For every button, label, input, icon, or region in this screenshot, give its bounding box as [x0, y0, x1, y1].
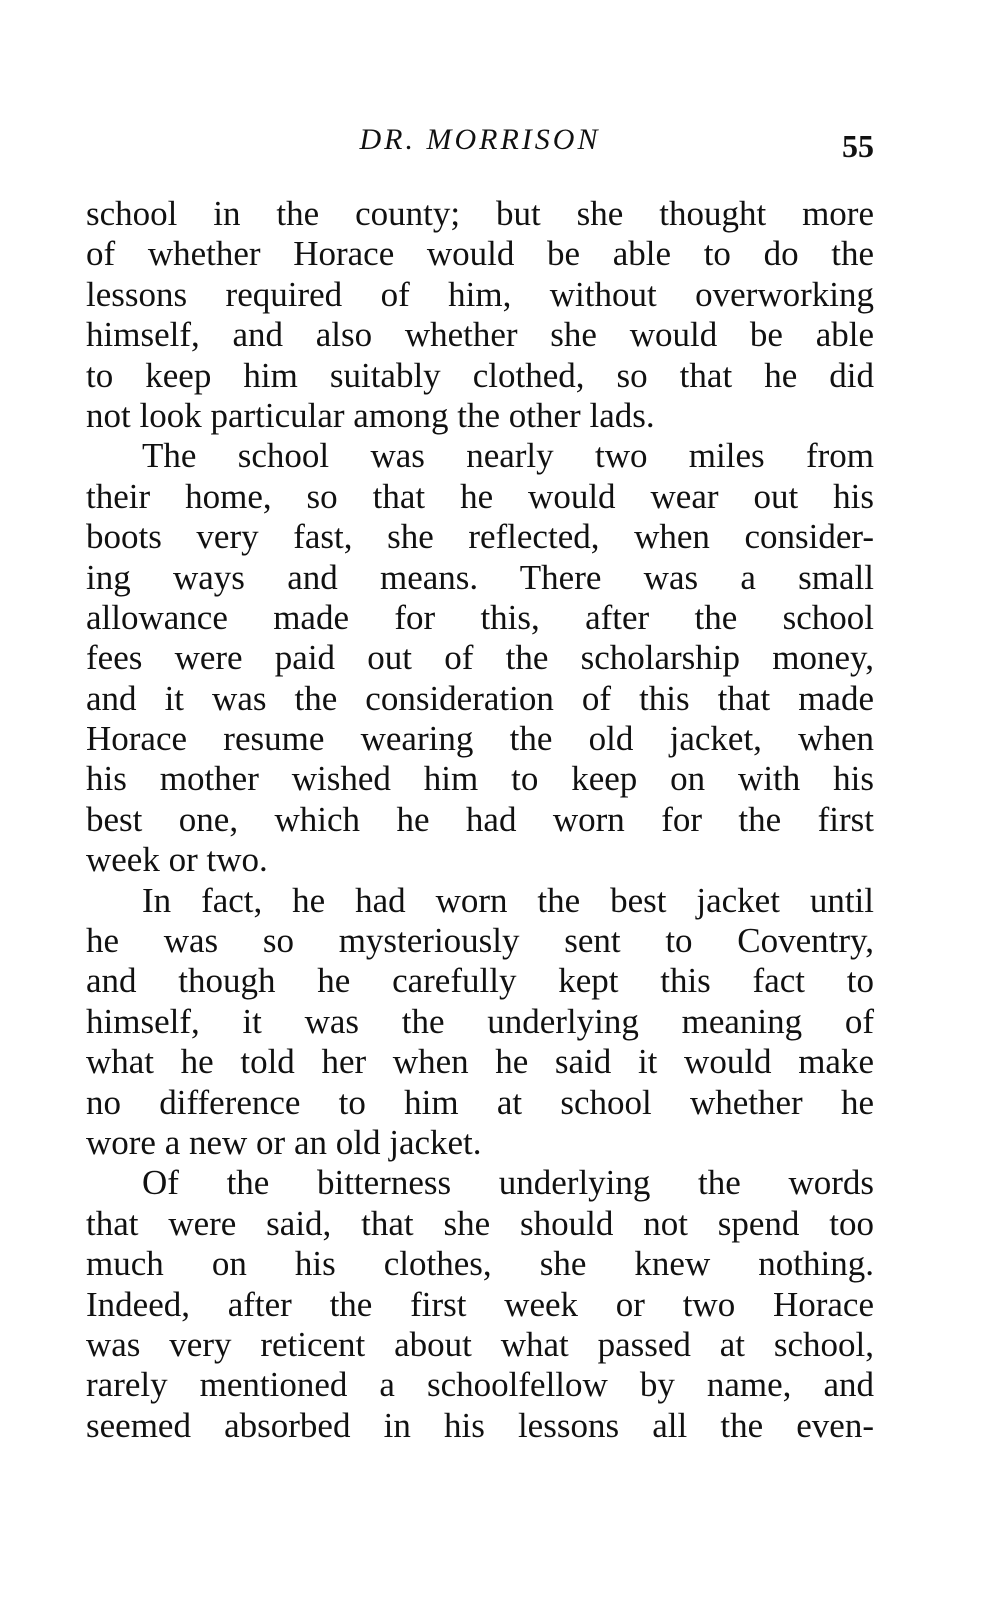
text-line: week or two. [86, 840, 268, 880]
text-line: boots very fast, she reflected, when consider- [86, 517, 874, 557]
paragraph-first-line: Of the bitterness underlying the words [142, 1163, 874, 1203]
text-line: Horace resume wearing the old jacket, when [86, 719, 874, 759]
text-line: and it was the consideration of this that made [86, 678, 874, 718]
text-line: much on his clothes, she knew nothing. [86, 1244, 874, 1284]
text-line: to keep him suitably clothed, so that he did [86, 355, 874, 395]
paragraph-first-line: The school was nearly two miles from [142, 436, 874, 476]
text-line: he was so mysteriously sent to Coventry, [86, 921, 874, 961]
text-line: what he told her when he said it would make [86, 1042, 874, 1082]
text-line: was very reticent about what passed at school, [86, 1324, 874, 1364]
text-line: Indeed, after the first week or two Horace [86, 1284, 874, 1324]
text-line: no difference to him at school whether he [86, 1082, 874, 1122]
text-line: lessons required of him, without overworking [86, 274, 874, 314]
text-line: rarely mentioned a schoolfellow by name, and [86, 1365, 874, 1405]
body-text [86, 194, 874, 1446]
running-head [84, 108, 876, 168]
text-line: best one, which he had worn for the first [86, 799, 874, 839]
text-line: that were said, that she should not spend too [86, 1203, 874, 1243]
text-line: not look particular among the other lads. [86, 395, 655, 435]
text-line: their home, so that he would wear out his [86, 476, 874, 516]
text-line: allowance made for this, after the school [86, 597, 874, 637]
page-number: 55 [842, 128, 874, 164]
text-line: wore a new or an old jacket. [86, 1122, 482, 1162]
text-line: of whether Horace would be able to do the [86, 234, 874, 274]
text-line: and though he carefully kept this fact to [86, 961, 874, 1001]
text-line: his mother wished him to keep on with his [86, 759, 874, 799]
running-title: DR. MORRISON [359, 123, 601, 156]
text-line: himself, it was the underlying meaning of [86, 1001, 874, 1041]
text-line: seemed absorbed in his lessons all the even- [86, 1405, 874, 1445]
text-line: himself, and also whether she would be able [86, 315, 874, 355]
text-line: fees were paid out of the scholarship money, [86, 638, 874, 678]
paragraph-first-line: In fact, he had worn the best jacket until [142, 880, 874, 920]
text-line: ing ways and means. There was a small [86, 557, 874, 597]
text-line: school in the county; but she thought more [86, 194, 874, 233]
